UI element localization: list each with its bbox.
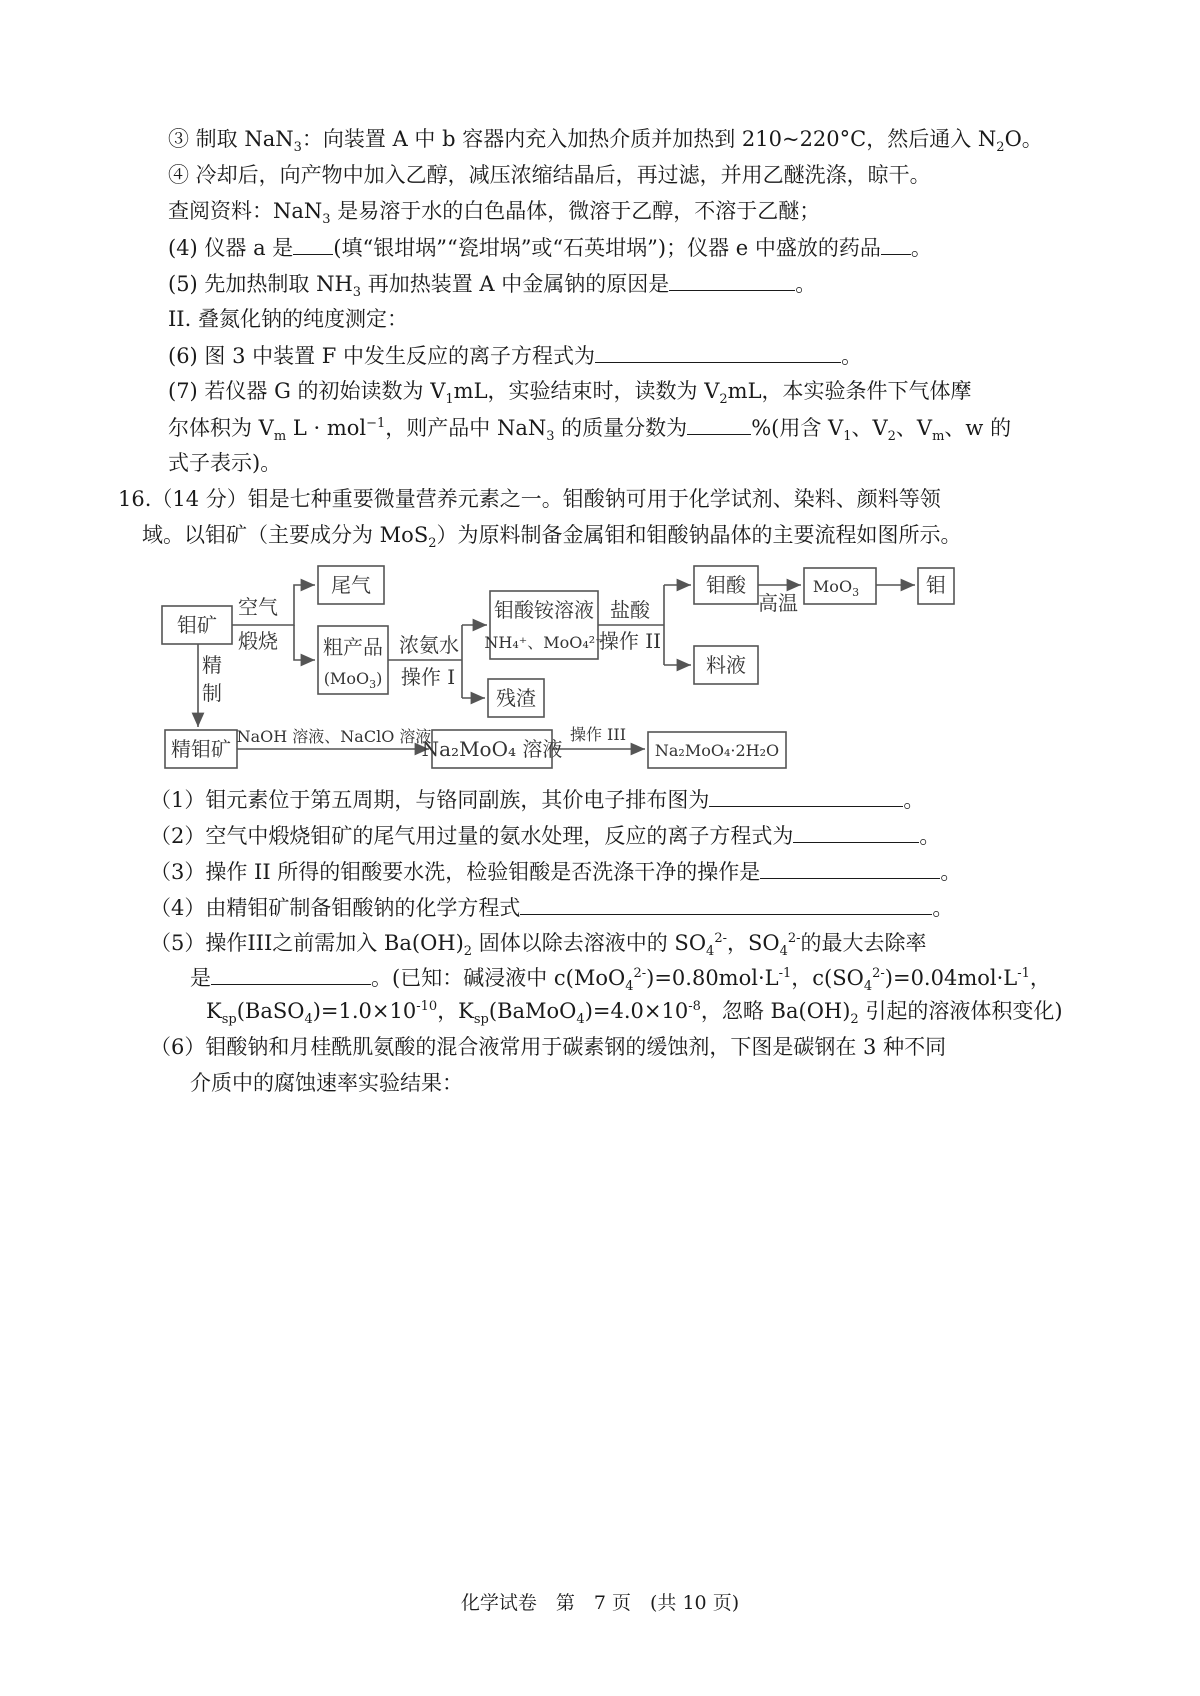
label-molybdic-acid: 钼酸 (706, 573, 746, 597)
label-calcine: 煅烧 (238, 629, 278, 653)
question-16-intro-line2: 域。以钼矿（主要成分为 MoS$_2$）为原料制备金属钼和钼酸钠晶体的主要流程如图所示。 (142, 523, 962, 552)
answer-blank (793, 820, 919, 843)
answer-blank (211, 962, 371, 985)
question-15-7-line3: 式子表示)。 (168, 451, 282, 475)
label-crude-formula: (MoO$_3$) (323, 669, 383, 691)
label-residue: 残渣 (496, 686, 536, 710)
page-footer: 化学试卷 第 7 页 (共 10 页) (460, 1592, 740, 1614)
question-16-3: （3）操作 II 所得的钼酸要水洗，检验钼酸是否洗涤干净的操作是 。 (150, 856, 961, 887)
question-16-6-line1: （6）钼酸钠和月桂酰肌氨酸的混合液常用于碳素钢的缓蚀剂，下图是碳钢在 3 种不同 (150, 1035, 947, 1059)
question-16-intro-line1: 16.（14 分）钼是七种重要微量营养元素之一。钼酸钠可用于化学试剂、染料、颜料等领 (118, 487, 941, 511)
label-hcl: 盐酸 (610, 598, 650, 622)
arrow-to-ammonium (462, 625, 487, 698)
question-16-1: （1）钼元素位于第五周期，与铬同副族，其价电子排布图为 。 (150, 784, 924, 815)
question-15-5: (5) 先加热制取 $NH_3$ 再加热装置 A 中金属钠的原因是 。 (168, 268, 816, 299)
label-ammonia: 浓氨水 (399, 633, 459, 657)
label-op1: 操作 I (400, 665, 456, 689)
arrow-to-molybdic-acid (664, 585, 691, 665)
question-16-4: （4）由精钼矿制备钼酸钠的化学方程式 。 (150, 892, 953, 923)
answer-blank (520, 892, 932, 915)
question-16-5-line3: $K_{sp}(BaSO_4)=1.0\times 10^{-10}$，$K_{sp}(BaMoO_4)=4.0\times 10^{-8}$，忽略 $Ba(OH)_2$ 引起的溶液体积变化) (206, 999, 1063, 1028)
label-refine-1: 精 (202, 653, 222, 677)
label-refine-2: 制 (202, 681, 222, 705)
label-hightemp: 高温 (758, 591, 798, 615)
label-na2moo4-solution: Na₂MoO₄ 溶液 (421, 737, 563, 761)
label-crude: 粗产品 (323, 635, 383, 659)
label-mo: 钼 (926, 573, 946, 597)
label-ammonium-molybdate: 钼酸铵溶液 (494, 598, 594, 622)
question-15-7-line1: (7) 若仪器 G 的初始读数为 $V_1mL$，实验结束时，读数为 $V_2mL$，本实验条件下气体摩 (168, 379, 972, 408)
part-ii-heading: II. 叠氮化钠的纯度测定： (168, 307, 408, 331)
reference-note: 查阅资料：NaN$_3$ 是易溶于水的白色晶体，微溶于乙醇，不溶于乙醚； (168, 199, 821, 228)
question-15-4: (4) 仪器 a 是 (填“银坩埚”“瓷坩埚”或“石英坩埚”)；仪器 e 中盛放的药品 。 (168, 232, 932, 263)
arrow-to-crude (294, 625, 315, 660)
answer-blank (760, 856, 940, 879)
answer-blank (709, 784, 903, 807)
label-op3: 操作 III (569, 725, 627, 744)
label-fine-ore: 精钼矿 (171, 737, 231, 761)
question-16-5-line1: （5）操作III之前需加入 $Ba(OH)_2$ 固体以除去溶液中的 $SO_4^{2-}$，$SO_4^{2-}$的最大去除率 (150, 931, 927, 960)
label-ions: NH₄⁺、MoO₄²⁻ (484, 633, 604, 652)
step-4: ④ 冷却后，向产物中加入乙醇，减压浓缩结晶后，再过滤，并用乙醚洗涤，晾干。 (168, 163, 931, 187)
label-tailgas: 尾气 (331, 573, 371, 597)
label-moo3: MoO$_3$ (812, 577, 860, 599)
label-air: 空气 (238, 595, 278, 619)
step-3: ③ 制取 NaN$_3$：向装置 A 中 b 容器内充入加热介质并加热到 210~220°C，然后通入 $N_2O$。 (168, 127, 1043, 156)
label-product: Na₂MoO₄·2H₂O (654, 741, 780, 760)
label-op2: 操作 II (598, 629, 662, 653)
question-16-2: （2）空气中煅烧钼矿的尾气用过量的氨水处理，反应的离子方程式为 。 (150, 820, 940, 851)
label-ore: 钼矿 (177, 613, 217, 637)
question-16-6-line2: 介质中的腐蚀速率实验结果： (190, 1071, 463, 1095)
label-filtrate: 料液 (706, 653, 746, 677)
question-15-7-line2: 尔体积为 $V_m$ L · mol$^{-1}$，则产品中 NaN$_3$ 的质量分数为 %(用含 $V_1$、$V_2$、$V_m$、w 的 (168, 412, 1011, 443)
question-15-6: (6) 图 3 中装置 F 中发生反应的离子方程式为 。 (168, 340, 862, 371)
question-16-5-line2: 是 。(已知：碱浸液中 $c(MoO_4^{2-})=0.80mol\cdot L^{-1}$，$c(SO_4^{2-})=0.04mol\cdot L^{-1}$， (190, 962, 1051, 993)
label-naoh: NaOH 溶液、NaClO 溶液 (236, 727, 432, 746)
